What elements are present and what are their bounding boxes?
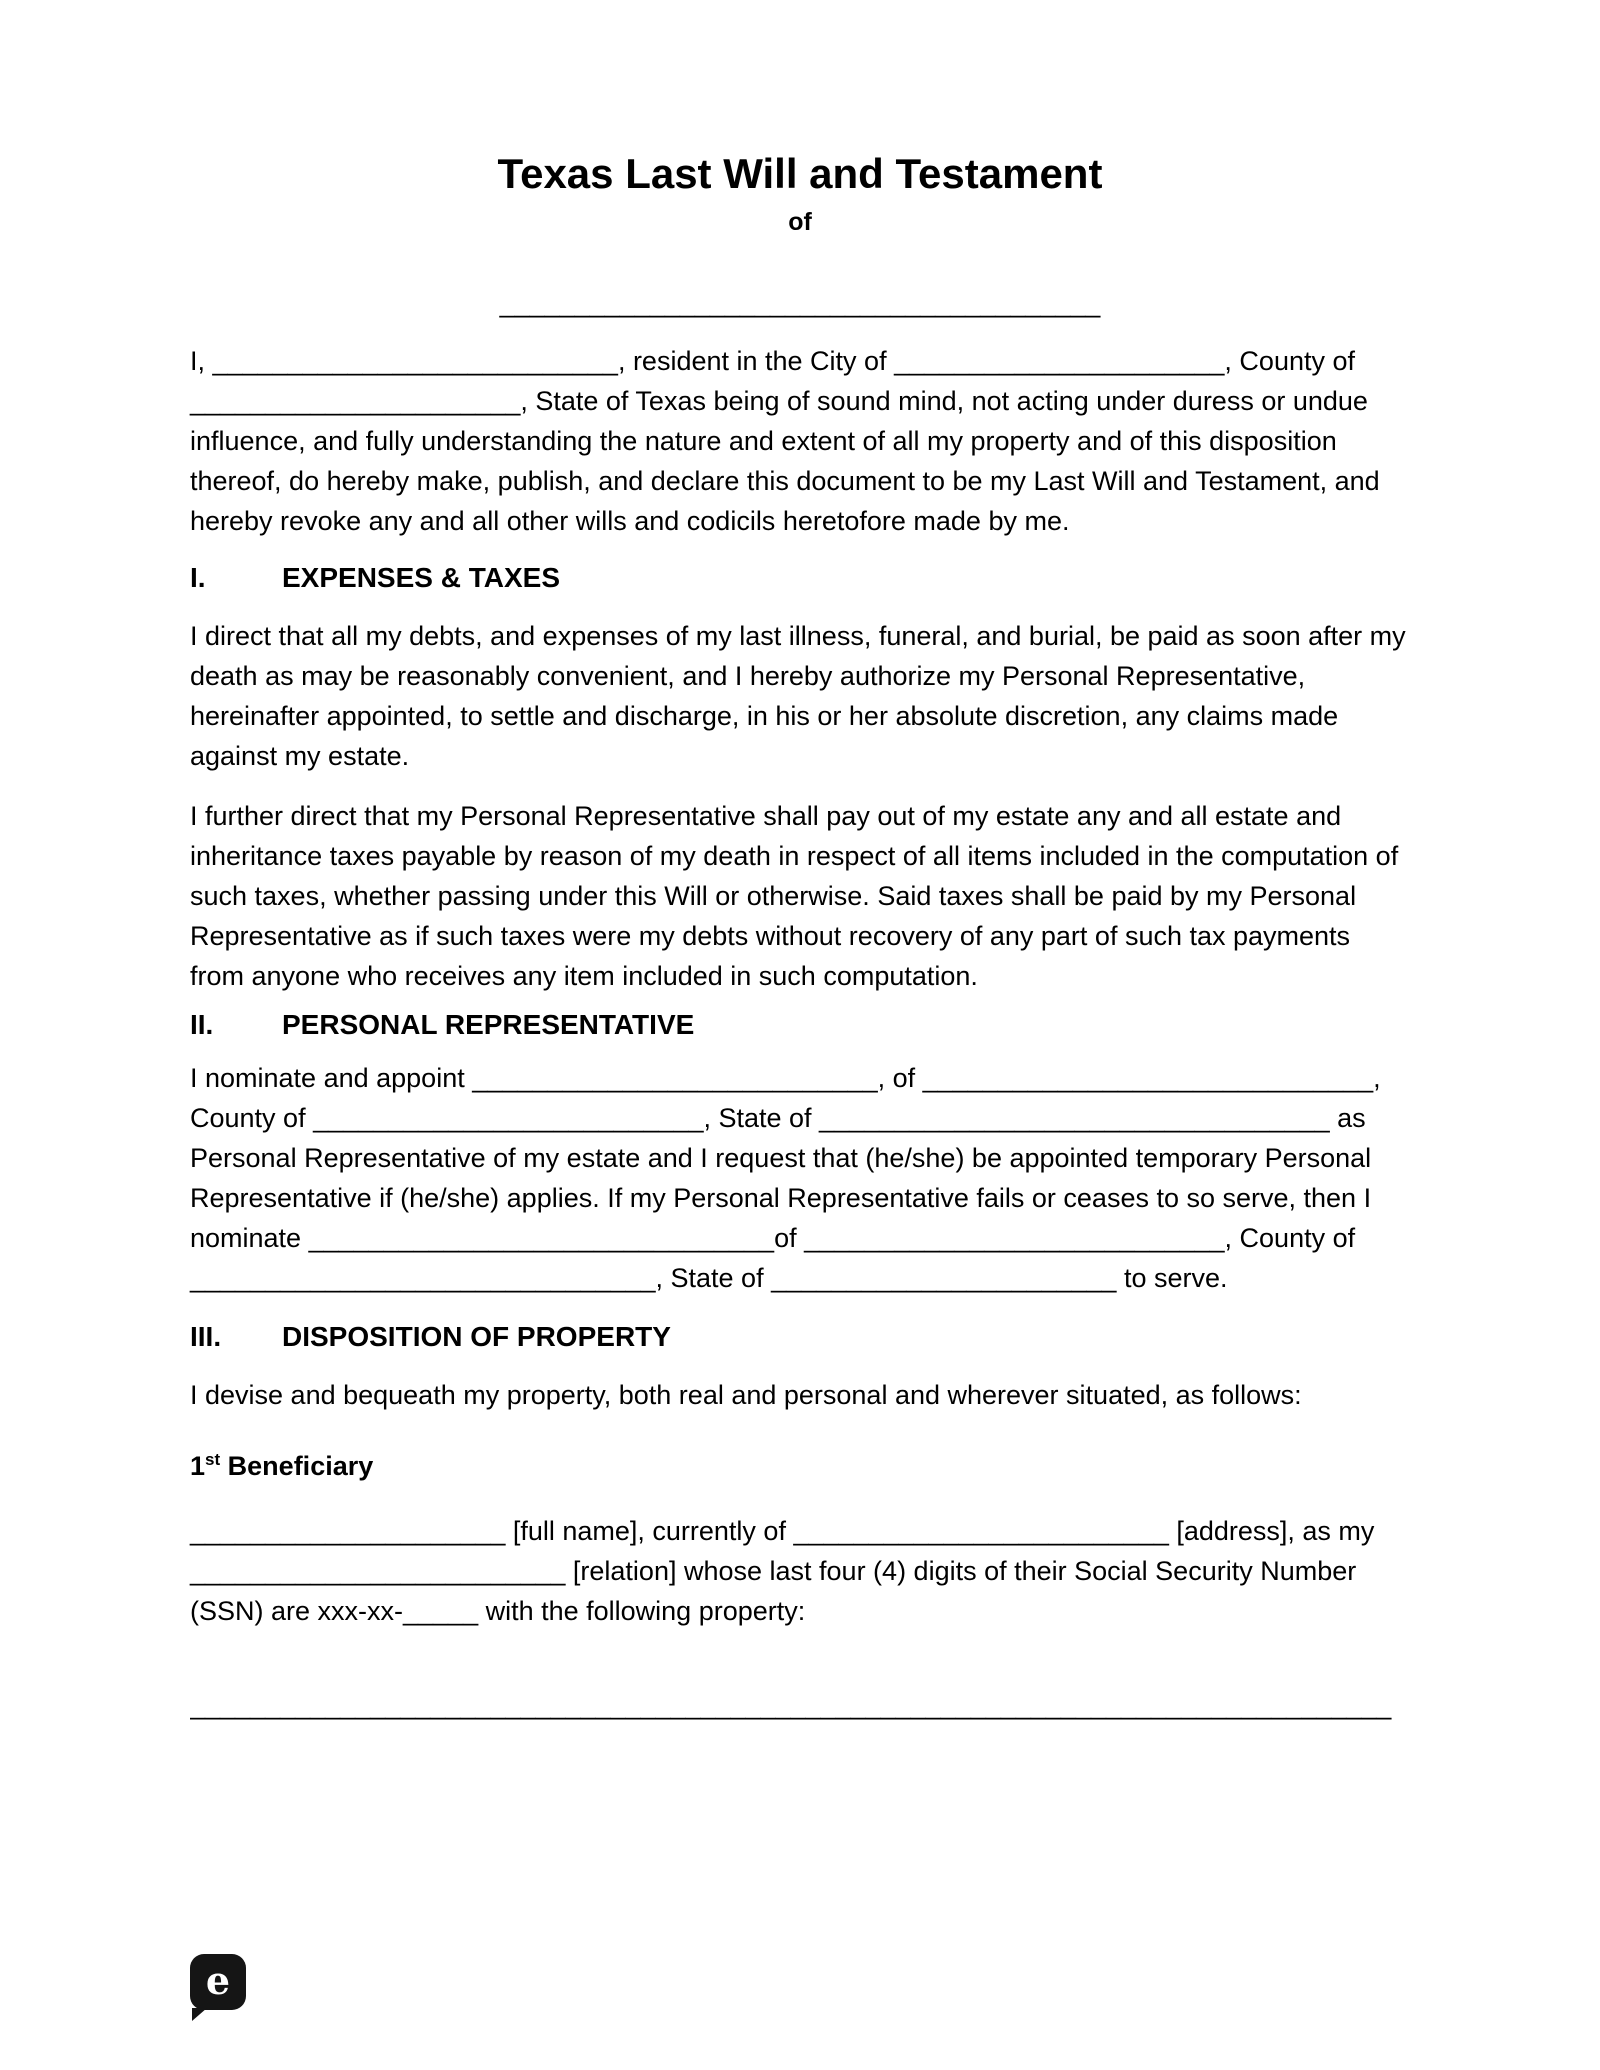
disposition-paragraph: I devise and bequeath my property, both real and personal and wherever situated, as follows: (190, 1380, 1302, 1411)
section-number: II. (190, 1009, 214, 1041)
section-number: I. (190, 562, 206, 594)
section-heading-expenses-taxes (190, 558, 1410, 598)
intro-paragraph: I, ___________________________, resident in the City of ______________________, County of ______________________, State of Texas being of sound mind, not acting under duress or undue influence, and fully understanding the nature and extent of all my property and of this disposition thereof, do hereby make, publish, and declare this document to be my Last Will and Testament, and hereby revoke any and all other wills and codicils heretofore made by me. (190, 346, 1380, 537)
section-heading-personal-representative (190, 1005, 1410, 1045)
beneficiary-label: Beneficiary (227, 1451, 374, 1482)
eforms-logo-e-icon: e (205, 1958, 231, 2003)
beneficiary-ordinal: st (205, 1450, 221, 1470)
bottom-rule-line: ________________________________________________________________________________ (190, 1690, 1392, 1721)
expenses-paragraph-1: I direct that all my debts, and expenses of my last illness, funeral, and burial, be paid as soon after my death as may be reasonably convenient, and I hereby authorize my Personal Representative, hereinafter appointed, to settle and discharge, in his or her absolute discretion, any claims made against my estate. (190, 621, 1406, 772)
testator-name-blank: ________________________________________ (499, 288, 1101, 319)
document-title: Texas Last Will and Testament (497, 150, 1103, 197)
section-title: DISPOSITION OF PROPERTY (282, 1321, 671, 1353)
eforms-logo (190, 1954, 246, 2010)
first-beneficiary-heading (190, 1446, 1410, 1486)
document-subtitle: of (788, 208, 812, 237)
personal-representative-paragraph: I nominate and appoint ___________________________, of ______________________________, County of __________________________, State of __________________________________ as Personal Representative of my estate and I request that (he/she) be appointed temporary Personal Representative if (he/she) applies. If my Personal Representative fails or ceases to so serve, then I nominate _______________________________of ____________________________, County of _______________________________, State of _______________________ to serve. (190, 1063, 1381, 1294)
section-number: III. (190, 1321, 222, 1353)
section-title: PERSONAL REPRESENTATIVE (282, 1009, 695, 1041)
beneficiary-number: 1 (190, 1451, 206, 1482)
first-beneficiary-details: _____________________ [full name], currently of _________________________ [address], as my _________________________ [relation] whose last four (4) digits of their Social Security Number (SSN) are xxx-xx-_____ with the following property: (190, 1516, 1375, 1627)
section-heading-disposition-of-property (190, 1317, 1410, 1357)
section-title: EXPENSES & TAXES (282, 562, 561, 594)
expenses-paragraph-2: I further direct that my Personal Representative shall pay out of my estate any and all estate and inheritance taxes payable by reason of my death in respect of all items included in the computation of such taxes, whether passing under this Will or otherwise. Said taxes shall be paid by my Personal Representative as if such taxes were my debts without recovery of any part of such tax payments from anyone who receives any item included in such computation. (190, 801, 1399, 992)
